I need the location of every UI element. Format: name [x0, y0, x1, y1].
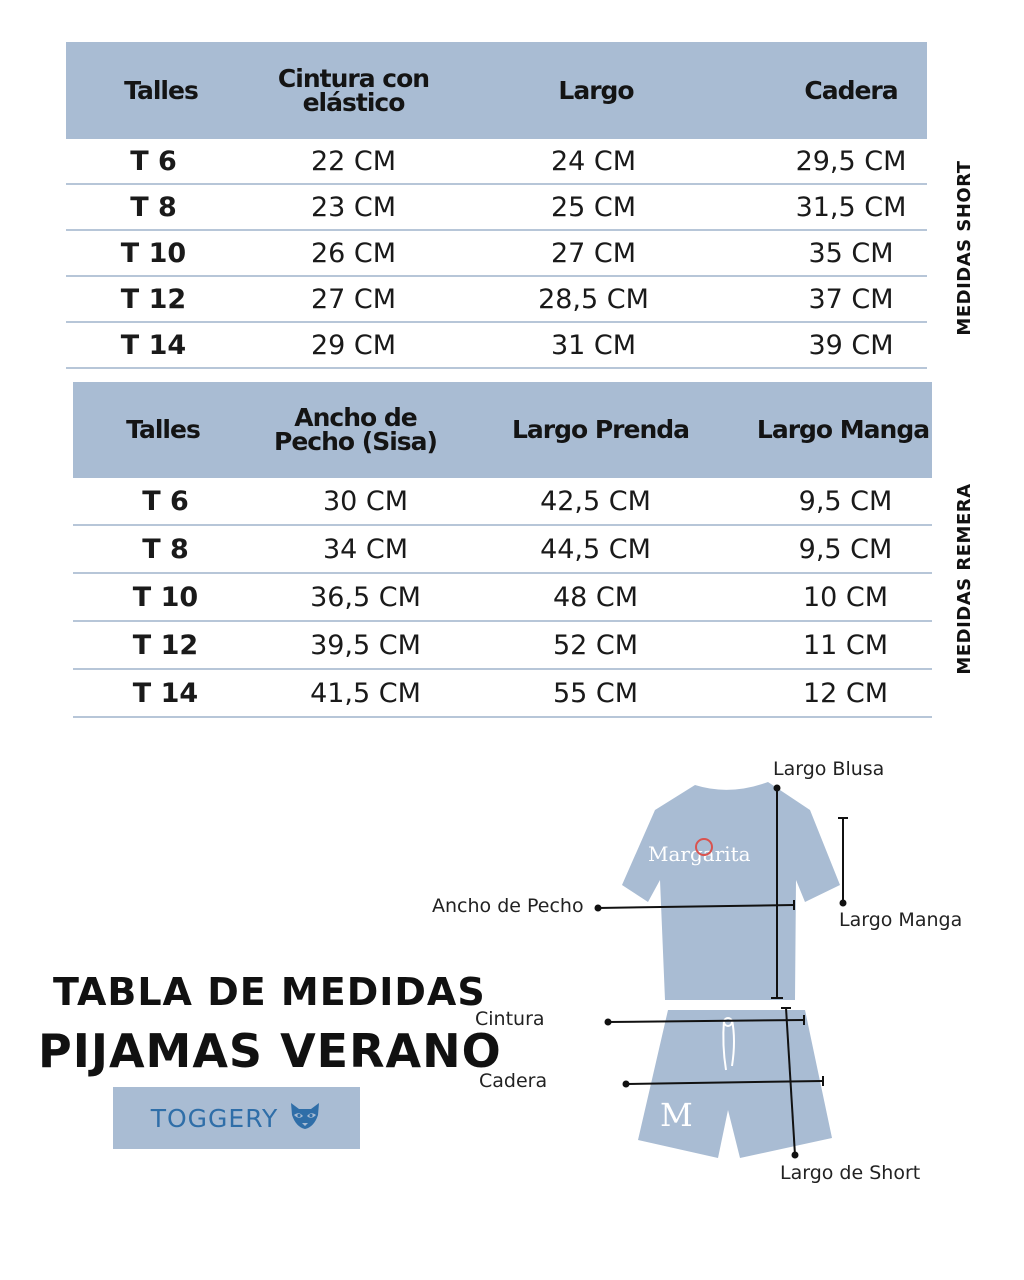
header-cadera: Cadera — [804, 75, 898, 105]
measure-cell: 55 CM — [552, 677, 639, 709]
measure-cell: 28,5 CM — [538, 283, 649, 315]
measure-cell: 36,5 CM — [310, 581, 421, 613]
measure-cell: 22 CM — [310, 145, 397, 177]
measure-cell: 31,5 CM — [795, 191, 907, 223]
measure-cell: 23 CM — [310, 191, 397, 223]
measure-cell: 39 CM — [808, 329, 894, 361]
measure-cell: 52 CM — [552, 629, 639, 661]
label-ancho-pecho: Ancho de Pecho — [432, 895, 584, 917]
header-largo: Largo — [558, 75, 634, 105]
measure-cell: 42,5 CM — [540, 485, 651, 517]
short-side-label: MEDIDAS SHORT — [953, 160, 975, 336]
measure-cell: 39,5 CM — [310, 629, 421, 661]
page-title-line2: PIJAMAS VERANO — [38, 1024, 502, 1078]
size-cell: T 10 — [132, 581, 199, 613]
measure-cell: 37 CM — [808, 283, 894, 315]
size-cell: T 10 — [120, 237, 187, 269]
measure-cell: 30 CM — [322, 485, 409, 517]
shirt-print: Margarita — [648, 842, 751, 866]
measure-cell: 11 CM — [802, 629, 889, 661]
measure-cell: 29,5 CM — [795, 145, 907, 177]
measure-cell: 9,5 CM — [798, 485, 893, 517]
label-largo-manga: Largo Manga — [839, 909, 963, 931]
size-cell: T 14 — [120, 329, 187, 361]
size-cell: T 12 — [120, 283, 187, 315]
measure-cell: 24 CM — [550, 145, 637, 177]
header-talles: Talles — [126, 415, 200, 444]
header-talles: Talles — [124, 75, 198, 105]
measure-cell: 34 CM — [322, 533, 409, 565]
measure-cell: 10 CM — [802, 581, 889, 613]
short-print: M — [660, 1096, 693, 1134]
page-title-line1: TABLA DE MEDIDAS — [53, 970, 486, 1014]
header-largo-manga: Largo Manga — [756, 415, 930, 444]
measure-cell: 25 CM — [550, 191, 637, 223]
header-cintura: Cintura con elástico — [277, 63, 430, 117]
measure-cell: 31 CM — [550, 329, 637, 361]
label-largo-blusa: Largo Blusa — [773, 758, 885, 780]
measure-cell: 27 CM — [310, 283, 397, 315]
label-cadera: Cadera — [479, 1070, 548, 1092]
measure-cell: 27 CM — [550, 237, 637, 269]
size-cell: T 12 — [132, 629, 199, 661]
size-cell: T 6 — [130, 145, 177, 177]
measure-cell: 9,5 CM — [798, 533, 893, 565]
measure-cell: 29 CM — [310, 329, 397, 361]
measure-cell: 41,5 CM — [310, 677, 421, 709]
size-cell: T 8 — [142, 533, 189, 565]
size-cell: T 6 — [142, 485, 189, 517]
label-largo-short: Largo de Short — [780, 1162, 921, 1184]
label-cintura: Cintura — [475, 1008, 545, 1030]
measure-cell: 48 CM — [552, 581, 639, 613]
measure-cell: 26 CM — [310, 237, 397, 269]
brand-name: TOGGERY — [150, 1103, 279, 1133]
measure-cell: 35 CM — [808, 237, 894, 269]
header-ancho-pecho: Ancho de Pecho (Sisa) — [274, 403, 437, 456]
measure-cell: 44,5 CM — [540, 533, 651, 565]
header-largo-prenda: Largo Prenda — [511, 415, 690, 444]
remera-side-label: MEDIDAS REMERA — [953, 483, 975, 675]
size-cell: T 8 — [130, 191, 177, 223]
measure-cell: 12 CM — [802, 677, 889, 709]
size-cell: T 14 — [132, 677, 199, 709]
